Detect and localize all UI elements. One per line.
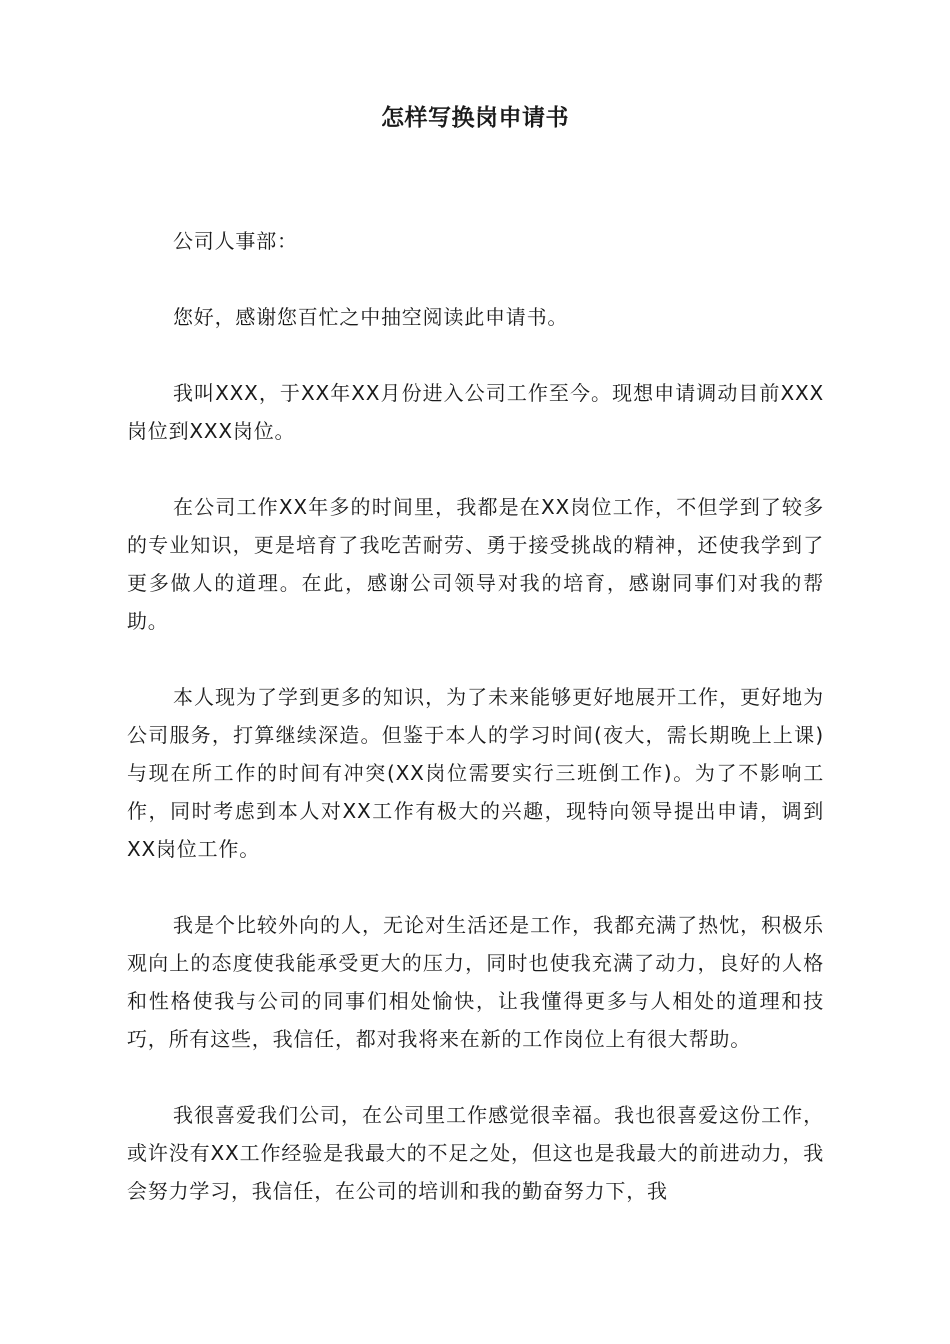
document-title: 怎样写换岗申请书	[381, 105, 569, 131]
greeting-paragraph: 您好，感谢您百忙之中抽空阅读此申请书。	[173, 305, 569, 329]
commitment-paragraph: 我很喜爱我们公司，在公司里工作感觉很幸福。我也很喜爱这份工作，或许没有XX工作经验是我最大的不足之处，但这也是我最大的前进动力，我会努力学习，我信任，在公司的培训和我的勤奋努力下，我	[127, 1103, 824, 1203]
personality-paragraph: 我是个比较外向的人，无论对生活还是工作，我都充满了热忱，积极乐观向上的态度使我能承受更大的压力，同时也使我充满了动力，良好的人格和性格使我与公司的同事们相处愉快，让我懂得更多与人相处的道理和技巧，所有这些，我信任，都对我将来在新的工作岗位上有很大帮助。	[127, 913, 824, 1051]
introduction-paragraph: 我叫XXX，于XX年XX月份进入公司工作至今。现想申请调动目前XXX岗位到XXX岗位。	[127, 381, 824, 443]
reason-paragraph: 本人现为了学到更多的知识，为了未来能够更好地展开工作，更好地为公司服务，打算继续深造。但鉴于本人的学习时间(夜大，需长期晚上上课)与现在所工作的时间有冲突(XX岗位需要实行三班倒工作)。为了不影响工作，同时考虑到本人对XX工作有极大的兴趣，现特向领导提出申请，调到XX岗位工作。	[127, 685, 824, 861]
document-body	[127, 222, 824, 1248]
salutation: 公司人事部：	[173, 229, 298, 253]
experience-paragraph: 在公司工作XX年多的时间里，我都是在XX岗位工作，不但学到了较多的专业知识，更是培育了我吃苦耐劳、勇于接受挑战的精神，还使我学到了更多做人的道理。在此，感谢公司领导对我的培育，感谢同事们对我的帮助。	[127, 495, 824, 633]
